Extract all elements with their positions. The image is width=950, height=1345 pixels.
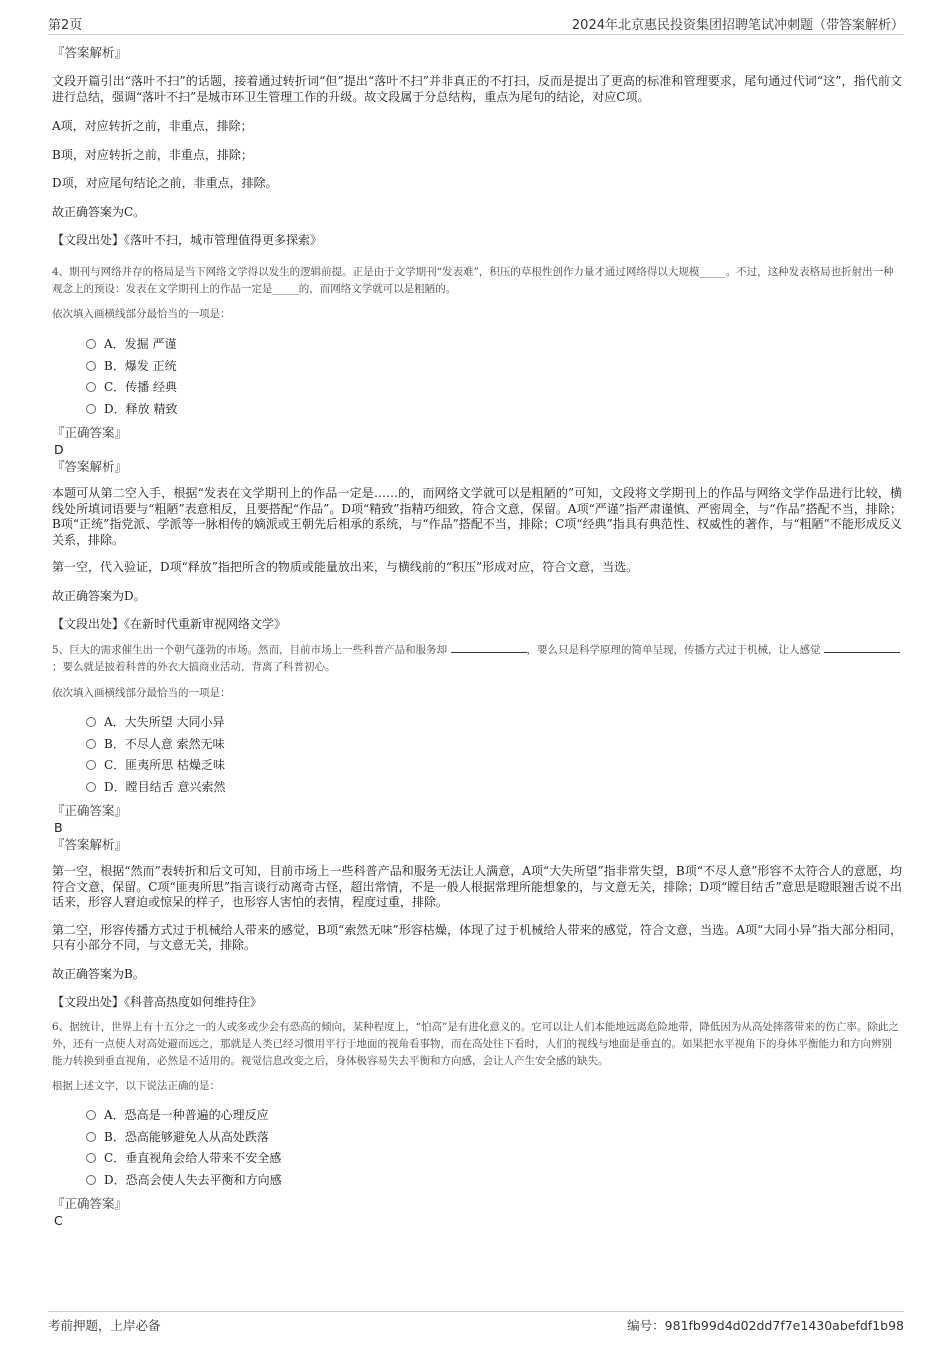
q5-options: [86, 712, 902, 798]
q6-correct-label: 『正确答案』: [52, 1196, 128, 1211]
q4-option-b[interactable]: B．爆发 正统: [86, 356, 902, 378]
radio-icon[interactable]: [86, 339, 96, 349]
q6-options: [86, 1105, 902, 1191]
radio-icon[interactable]: [86, 404, 96, 414]
q4-conclusion: 故正确答案为D。: [52, 588, 146, 603]
q4-analysis-text: 本题可从第二空入手，根据“发表在文学期刊上的作品一定是……的，而网络文学就可以是粗陋的”可知，文段将文学期刊上的作品与网络文学作品进行比较，横线处所填词语要与“粗陋”表意相反，且要搭配“作品”。D项“精致”指精巧细致，符合文意，保留。A项“严谨”指严肃谨慎、严密周全，与“作品”搭配不当，排除；B项“正统”指党派、学派等一脉相传的嫡派或王朝先后相承的系统，与“作品”搭配不当，排除；C项“经典”指具有典范性、权威性的著作，与“粗陋”不能形成反义关系，排除。: [52, 486, 902, 547]
q5-analysis-text-2: 第二空，形容传播方式过于机械给人带来的感觉，B项“索然无味”形容枯燥，体现了过于机械给人带来的感觉，符合文意，当选。A项“大同小异”指大部分相同，只有小部分不同，与文意无关，排除。: [52, 922, 902, 952]
q3-analysis-label: 『答案解析』: [52, 45, 128, 60]
q4-analysis-label: 『答案解析』: [52, 459, 128, 474]
q4-option-a[interactable]: A．发掘 严谨: [86, 334, 902, 356]
q4-analysis-text-2: 第一空，代入验证，D项“释放”指把所含的物质或能量放出来，与横线前的“积压”形成对应，符合文意，当选。: [52, 560, 639, 574]
page-content: [52, 44, 902, 1229]
q5-prompt: 依次填入画横线部分最恰当的一项是：: [52, 687, 231, 699]
q4-options: [86, 334, 902, 420]
q5-option-b[interactable]: B．不尽人意 索然无味: [86, 734, 902, 756]
radio-icon[interactable]: [86, 760, 96, 770]
q6-prompt: 根据上述文字，以下说法正确的是：: [52, 1080, 220, 1092]
page-footer: [48, 1311, 904, 1336]
q5-option-c[interactable]: C．匪夷所思 枯燥乏味: [86, 755, 902, 777]
q4-option-d[interactable]: D．释放 精致: [86, 399, 902, 421]
q3-analysis-a: A项，对应转折之前，非重点，排除；: [52, 119, 253, 133]
page-number: 第2页: [48, 18, 83, 33]
radio-icon[interactable]: [86, 782, 96, 792]
q3-analysis-text: 文段开篇引出“落叶不扫”的话题，接着通过转折词“但”提出“落叶不扫”并非真正的不打扫，反而是提出了更高的标准和管理要求，尾句通过代词“这”，指代前文进行总结，强调“落叶不扫”是城市环卫生管理工作的升级。故文段属于分总结构，重点为尾句的结论，对应C项。: [52, 74, 902, 104]
radio-icon[interactable]: [86, 1175, 96, 1185]
radio-icon[interactable]: [86, 739, 96, 749]
blank-line: [451, 641, 527, 653]
radio-icon[interactable]: [86, 361, 96, 371]
radio-icon[interactable]: [86, 382, 96, 392]
q3-analysis-b: B项，对应转折之前，非重点，排除；: [52, 147, 253, 162]
q4-source: 【文段出处】《在新时代重新审视网络文学》: [52, 617, 287, 631]
document-id: 编号：981fb99d4d02dd7f7e1430abefdf1b98: [627, 1318, 904, 1333]
q6-option-a[interactable]: A．恐高是一种普遍的心理反应: [86, 1105, 902, 1127]
q5-analysis-label: 『答案解析』: [52, 837, 128, 852]
q6-option-d[interactable]: D．恐高会使人失去平衡和方向感: [86, 1170, 902, 1192]
q6-stem: 6、据统计，世界上有十五分之一的人或多或少会有恐高的倾向，某种程度上，“怕高”是有进化意义的。它可以让人们本能地远离危险地带，降低因为从高处摔落带来的伤亡率。除此之外，还有一点使人对高处避而远之，那就是人类已经习惯用平行于地面的视角看事物，而在高处往下看时，人们的视线与地面是垂直的。如果把水平视角下的身体平衡能力和方向辨别能力转换到垂直视角，必然是不适用的。视觉信息改变之后，身体极容易失去平衡和方向感，会让人产生安全感的缺失。: [52, 1021, 899, 1067]
q4-correct-answer: D: [54, 442, 64, 457]
q5-option-d[interactable]: D．瞠目结舌 意兴索然: [86, 777, 902, 799]
q4-prompt: 依次填入画横线部分最恰当的一项是：: [52, 308, 231, 320]
page-header: [48, 12, 904, 35]
q5-correct-label: 『正确答案』: [52, 803, 128, 818]
q5-correct-answer: B: [54, 820, 63, 835]
q6-option-c[interactable]: C．垂直视角会给人带来不安全感: [86, 1148, 902, 1170]
document-title: 2024年北京惠民投资集团招聘笔试冲刺题（带答案解析）: [571, 18, 904, 33]
radio-icon[interactable]: [86, 717, 96, 727]
q5-source: 【文段出处】《科普高热度如何维持住》: [52, 995, 263, 1009]
radio-icon[interactable]: [86, 1132, 96, 1142]
q5-stem: 5、巨大的需求催生出一个朝气蓬勃的市场。然而，目前市场上一些科普产品和服务却 ，要么只是科学原理的简单呈现，传播方式过于机械，让人感觉 ；要么就是披着科普的外衣大搞商业活动，背离了科普初心。: [52, 641, 902, 676]
q4-option-c[interactable]: C．传播 经典: [86, 377, 902, 399]
q6-correct-answer: C: [54, 1213, 63, 1228]
q3-conclusion: 故正确答案为C。: [52, 204, 146, 219]
q3-source: 【文段出处】《落叶不扫，城市管理值得更多探索》: [52, 233, 323, 247]
q4-correct-label: 『正确答案』: [52, 425, 128, 440]
blank-line: [824, 641, 900, 653]
q5-option-a[interactable]: A．大失所望 大同小异: [86, 712, 902, 734]
q6-option-b[interactable]: B．恐高能够避免人从高处跌落: [86, 1127, 902, 1149]
q4-stem: 4、期刊与网络并存的格局是当下网络文学得以发生的逻辑前提。正是由于文学期刊“发表难”，积压的草根性创作力量才通过网络得以大规模_____。不过，这种发表格局也折射出一种观念上的预设：发表在文学期刊上的作品一定是_____的，而网络文学就可以是粗陋的。: [52, 266, 894, 295]
radio-icon[interactable]: [86, 1110, 96, 1120]
footer-slogan: 考前押题，上岸必备: [48, 1318, 161, 1333]
q5-conclusion: 故正确答案为B。: [52, 966, 145, 981]
q5-analysis-text: 第一空，根据“然而”表转折和后文可知，目前市场上一些科普产品和服务无法让人满意，A项“大失所望”指非常失望，B项“不尽人意”形容不太符合人的意愿，均符合文意，保留。C项“匪夷所思”指言谈行动离奇古怪，超出常情，不是一般人根据常理所能想象的，与文意无关，排除；D项“瞠目结舌”意思是瞪眼翘舌说不出话来，形容人窘迫或惊呆的样子，也形容人害怕的表情，程度过重，排除。: [52, 864, 902, 909]
q3-analysis-d: D项，对应尾句结论之前，非重点，排除。: [52, 176, 278, 190]
radio-icon[interactable]: [86, 1153, 96, 1163]
